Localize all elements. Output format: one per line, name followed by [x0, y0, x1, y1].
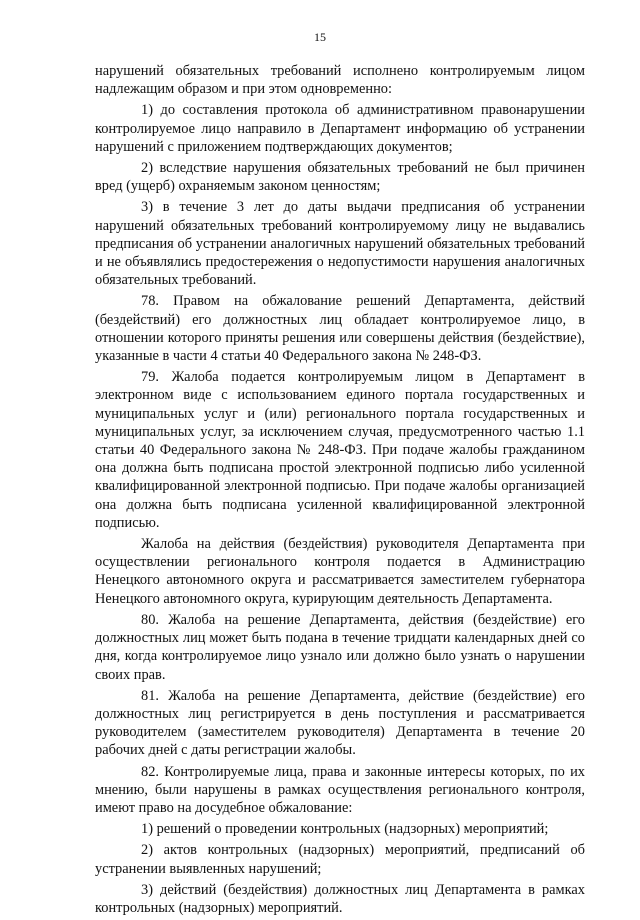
paragraph-item-1: 1) до составления протокола об административном правонарушении контролируемое лицо направило в Департамент информацию об устранении нарушений с приложением подтверждающих документов; — [95, 102, 585, 155]
paragraph-82-item-2: 2) актов контрольных (надзорных) мероприятий, предписаний об устранении выявленных нарушений; — [95, 842, 585, 877]
paragraph-80: 80. Жалоба на решение Департамента, действия (бездействие) его должностных лиц может быть подана в течение тридцати календарных дней со дня, когда контролируемое лицо узнало или должно было узнать о нарушении своих прав. — [95, 611, 585, 683]
paragraph-78: 78. Правом на обжалование решений Департамента, действий (бездействий) его должностных лиц обладает контролируемое лицо, в отношении которого приняты решения или совершены действия (бездействие), указанные в части 4 статьи 40 Федерального закона № 248-ФЗ. — [95, 293, 585, 365]
paragraph-81: 81. Жалоба на решение Департамента, действие (бездействие) его должностных лиц регистрируется в день поступления и рассматривается руководителем (заместителем руководителя) Департамента в течение 20 рабочих дней с даты регистрации жалобы. — [95, 687, 585, 759]
paragraph-79-complaint: Жалоба на действия (бездействия) руководителя Департамента при осуществлении регионального контроля подается в Администрацию Ненецкого автономного округа и рассматривается заместителем губернатора Ненецкого автономного округа, курирующим деятельность Департамента. — [95, 536, 585, 607]
paragraph-item-3: 3) в течение 3 лет до даты выдачи предписания об устранении нарушений обязательных требований контролируемому лицу не выдавались предписания об устранении аналогичных нарушений обязательных требований и не объявлялись предостережения о недопустимости нарушения аналогичных обязательных требований. — [95, 199, 585, 289]
paragraph-82-item-1: 1) решений о проведении контрольных (надзорных) мероприятий; — [141, 821, 549, 838]
page-number: 15 — [314, 30, 326, 44]
document-body — [95, 62, 585, 920]
paragraph-item-2: 2) вследствие нарушения обязательных требований не был причинен вред (ущерб) охраняемым законом ценностям; — [95, 160, 585, 195]
paragraph-82: 82. Контролируемые лица, права и законные интересы которых, по их мнению, были нарушены в рамках осуществления регионального контроля, имеют право на досудебное обжалование: — [95, 763, 585, 816]
paragraph-79: 79. Жалоба подается контролируемым лицом в Департамент в электронном виде с использованием единого портала государственных и муниципальных услуг и (или) регионального портала государственных и муниципальных услуг, за исключением случая, предусмотренного частью 1.1 статьи 40 Федерального закона № 248-ФЗ. При подаче жалобы гражданином она должна быть подписана простой электронной подписью либо усиленной квалифицированной электронной подписью. При подаче жалобы организацией она должна быть подписана усиленной квалифицированной электронной подписью. — [95, 369, 585, 531]
paragraph-continuation: нарушений обязательных требований исполнено контролируемым лицом надлежащим образом и при этом одновременно: — [95, 63, 585, 98]
paragraph-82-item-3: 3) действий (бездействия) должностных лиц Департамента в рамках контрольных (надзорных) мероприятий. — [95, 881, 585, 916]
